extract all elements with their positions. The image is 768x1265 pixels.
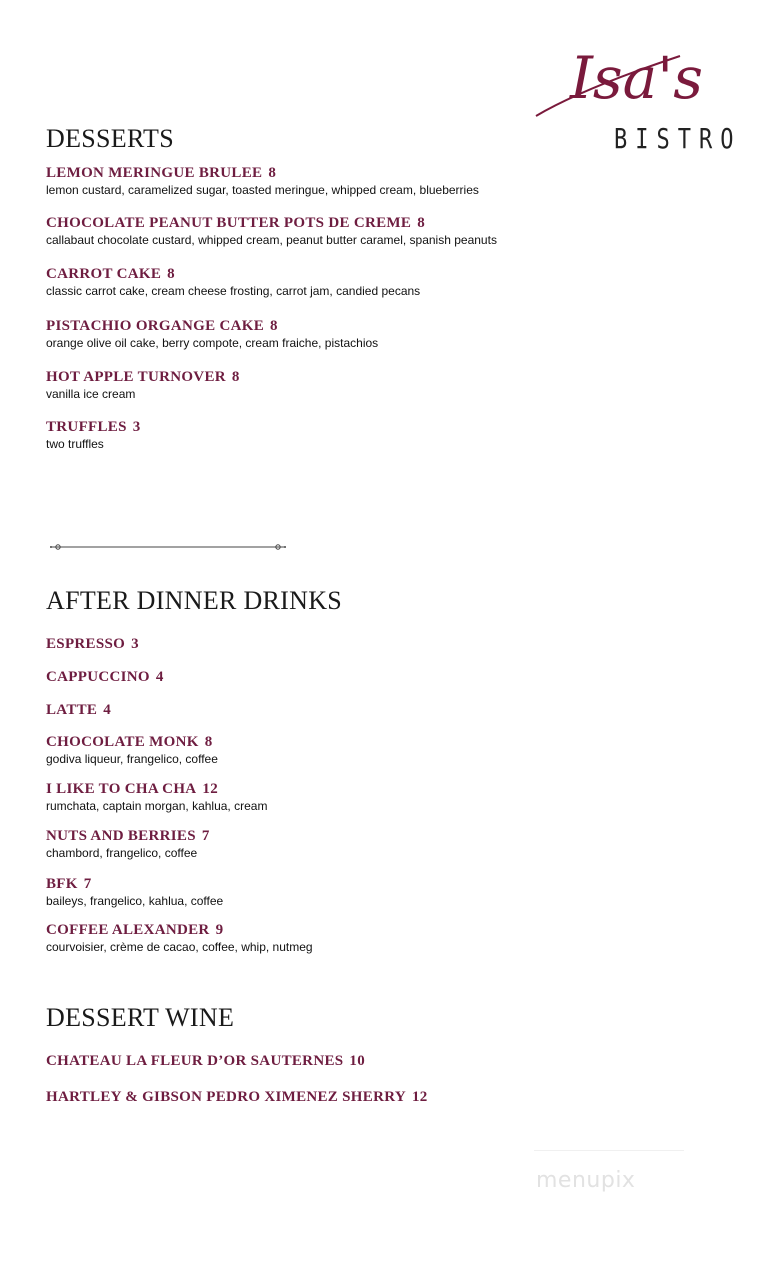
item-name: CHOCOLATE MONK <box>46 734 199 750</box>
item-description: chambord, frangelico, coffee <box>46 846 198 860</box>
item-name: I LIKE TO CHA CHA <box>46 781 197 797</box>
item-name: HARTLEY & GIBSON PEDRO XIMENEZ SHERRY <box>46 1089 406 1105</box>
menu-item <box>46 266 420 298</box>
menu-item <box>46 419 141 451</box>
menu-item <box>46 702 111 719</box>
menu-item <box>46 1053 365 1070</box>
restaurant-logo <box>530 36 742 156</box>
item-price: 9 <box>215 922 224 938</box>
item-name: HOT APPLE TURNOVER <box>46 369 226 385</box>
logo-subtitle: BISTRO <box>614 124 742 156</box>
item-name: ESPRESSO <box>46 636 126 652</box>
menu-item <box>46 165 479 197</box>
menu-item <box>46 828 210 860</box>
menu-item <box>46 669 164 686</box>
item-name: PISTACHIO ORGANGE CAKE <box>46 318 265 334</box>
item-description: callabaut chocolate custard, whipped cream, peanut butter caramel, spanish peanuts <box>46 233 497 247</box>
watermark: menupix <box>536 1168 636 1193</box>
item-name: COFFEE ALEXANDER <box>46 922 210 938</box>
menu-item <box>46 636 139 653</box>
item-name: CHATEAU LA FLEUR D’OR SAUTERNES <box>46 1053 344 1069</box>
menu-item <box>46 734 218 766</box>
menu-item <box>46 369 240 401</box>
item-price: 8 <box>270 318 278 334</box>
item-description: vanilla ice cream <box>46 387 136 401</box>
item-description: two truffles <box>46 437 104 451</box>
menu-item <box>46 781 267 813</box>
section-title-after-dinner-drinks: AFTER DINNER DRINKS <box>46 586 343 615</box>
item-price: 4 <box>103 702 112 718</box>
menu-item <box>46 922 313 954</box>
menu-item <box>46 318 378 350</box>
item-price: 4 <box>155 669 164 685</box>
item-description: godiva liqueur, frangelico, coffee <box>46 752 218 766</box>
item-price: 8 <box>231 369 240 385</box>
menu-item <box>46 1089 428 1106</box>
item-price: 7 <box>83 876 92 892</box>
menu-item <box>46 215 497 247</box>
item-description: courvoisier, crème de cacao, coffee, whip, nutmeg <box>46 940 313 954</box>
item-name: NUTS AND BERRIES <box>46 828 196 844</box>
item-description: lemon custard, caramelized sugar, toasted meringue, whipped cream, blueberries <box>46 183 479 197</box>
item-price: 12 <box>202 781 219 797</box>
item-description: orange olive oil cake, berry compote, cream fraiche, pistachios <box>46 336 379 350</box>
item-price: 12 <box>411 1089 428 1105</box>
item-name: CARROT CAKE <box>46 266 162 282</box>
item-name: CAPPUCCINO <box>46 669 150 685</box>
svg-text:Isa's: Isa's <box>570 44 703 112</box>
ornamental-divider <box>48 540 288 554</box>
item-name: LEMON MERINGUE BRULEE <box>46 165 263 181</box>
section-title-desserts: DESSERTS <box>46 124 174 153</box>
menu-item <box>46 876 223 908</box>
watermark-line <box>534 1150 684 1159</box>
item-price: 8 <box>417 215 425 231</box>
item-name: CHOCOLATE PEANUT BUTTER POTS DE CREME <box>46 215 412 231</box>
item-name: TRUFFLES <box>46 419 127 435</box>
section-title-dessert-wine: DESSERT WINE <box>46 1003 235 1032</box>
item-price: 3 <box>131 636 139 652</box>
item-price: 8 <box>204 734 213 750</box>
item-name: BFK <box>46 876 78 892</box>
item-price: 3 <box>132 419 141 435</box>
logo-script <box>530 36 730 120</box>
item-description: rumchata, captain morgan, kahlua, cream <box>46 799 268 813</box>
item-price: 10 <box>349 1053 366 1069</box>
item-price: 7 <box>201 828 210 844</box>
item-price: 8 <box>167 266 175 282</box>
item-name: LATTE <box>46 702 98 718</box>
item-description: classic carrot cake, cream cheese frosting, carrot jam, candied pecans <box>46 284 421 298</box>
item-price: 8 <box>268 165 277 181</box>
item-description: baileys, frangelico, kahlua, coffee <box>46 894 224 908</box>
